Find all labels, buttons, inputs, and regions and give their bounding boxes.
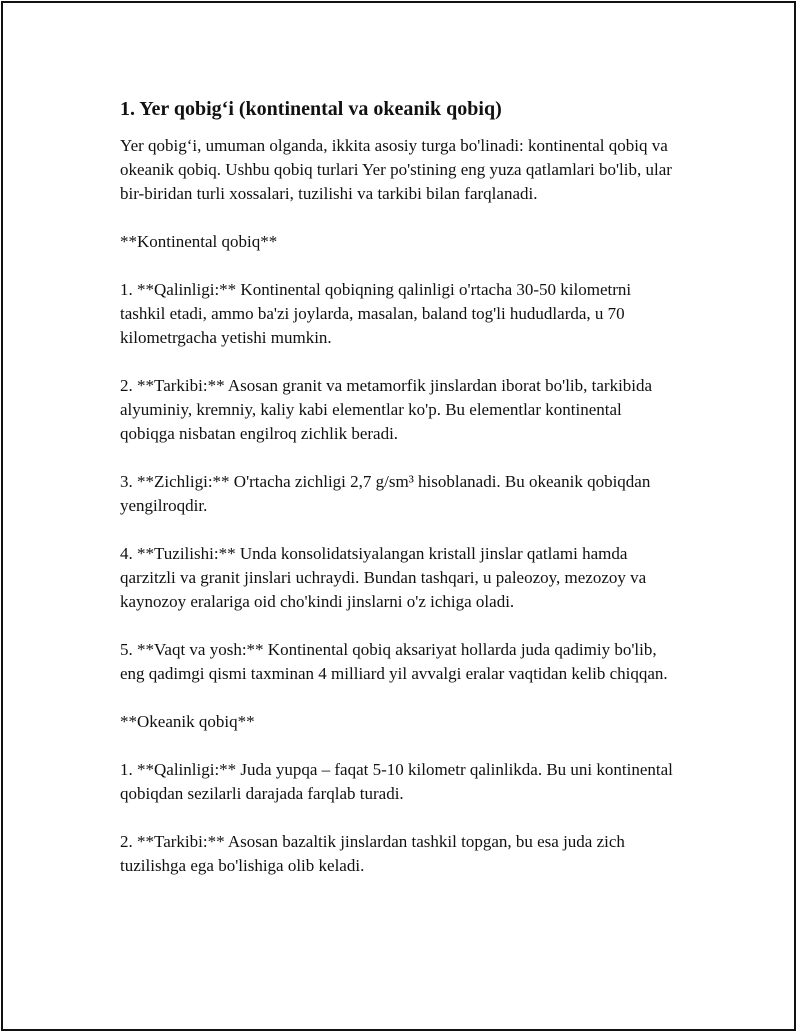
continental-thickness-item: 1. **Qalinligi:** Kontinental qobiqning qalinligi o'rtacha 30-50 kilometrni tashkil etadi, ammo ba'zi joylarda, masalan, baland tog'li hududlarda, u 70 kilometrgacha yetishi mumkin. [120,280,632,347]
page-frame [1,1,796,1031]
section-heading-continental: **Kontinental qobiq** [120,232,278,251]
continental-density-item: 3. **Zichligi:** O'rtacha zichligi 2,7 g/sm³ hisoblanadi. Bu okeanik qobiqdan yengilroqdir. [120,472,651,515]
document-title: 1. Yer qobig‘i (kontinental va okeanik qobiq) [120,98,502,120]
oceanic-composition-item: 2. **Tarkibi:** Asosan bazaltik jinslardan tashkil topgan, bu esa juda zich tuzilishga ega bo'lishiga olib keladi. [120,832,625,875]
document-content [120,96,680,902]
continental-structure-item: 4. **Tuzilishi:** Unda konsolidatsiyalangan kristall jinslar qatlami hamda qarzitzli va granit jinslari uchraydi. Bundan tashqari, u paleozoy, mezozoy va kaynozoy eralariga oid cho'kindi jinslarni o'z ichiga oladi. [120,544,647,611]
intro-paragraph: Yer qobig‘i, umuman olganda, ikkita asosiy turga bo'linadi: kontinental qobiq va okeanik qobiq. Ushbu qobiq turlari Yer po'stining eng yuza qatlamlari bo'lib, ular bir-biridan turli xossalari, tuzilishi va tarkibi bilan farqlanadi. [120,136,672,203]
continental-composition-item: 2. **Tarkibi:** Asosan granit va metamorfik jinslardan iborat bo'lib, tarkibida alyuminiy, kremniy, kaliy kabi elementlar ko'p. Bu elementlar kontinental qobiqga nisbatan engilroq zichlik beradi. [120,376,653,443]
oceanic-thickness-item: 1. **Qalinligi:** Juda yupqa – faqat 5-10 kilometr qalinlikda. Bu uni kontinental qobiqdan sezilarli darajada farqlab turadi. [120,760,673,803]
section-heading-oceanic: **Okeanik qobiq** [120,712,255,731]
continental-age-item: 5. **Vaqt va yosh:** Kontinental qobiq aksariyat hollarda juda qadimiy bo'lib, eng qadimgi qismi taxminan 4 milliard yil avvalgi eralar vaqtidan kelib chiqqan. [120,640,668,683]
